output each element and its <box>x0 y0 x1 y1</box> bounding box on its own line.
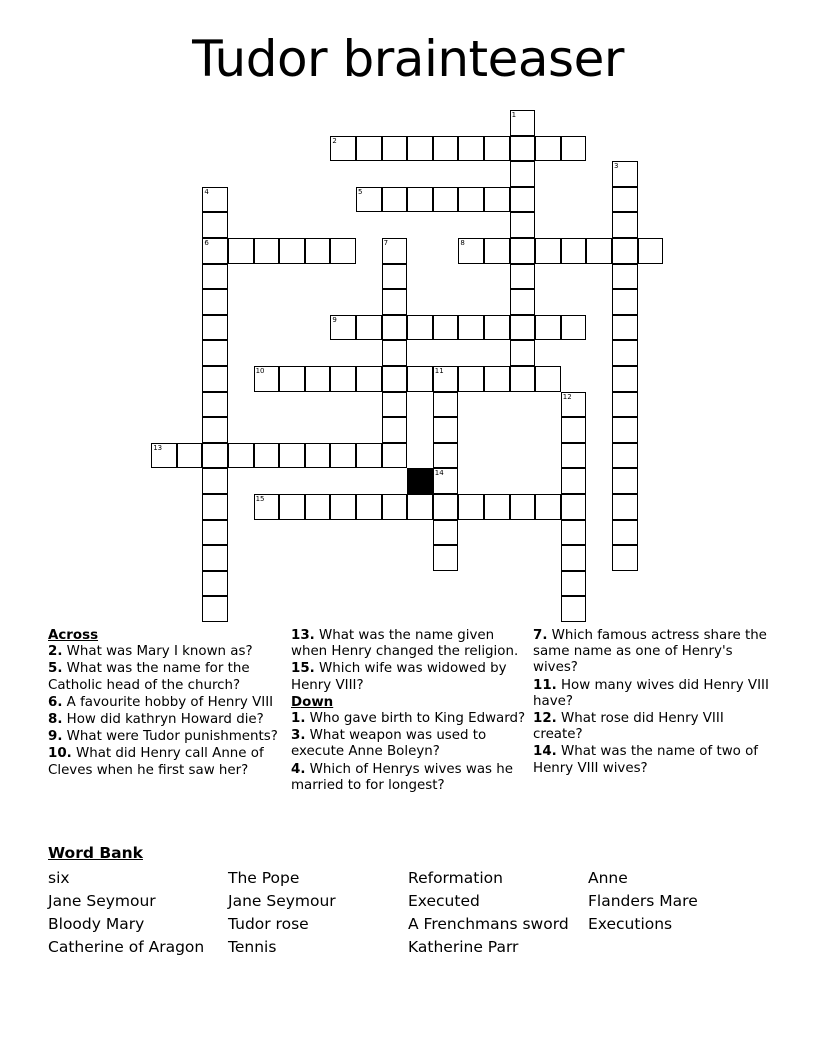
clue-number: 11. <box>533 677 557 693</box>
grid-cell[interactable] <box>305 238 331 264</box>
grid-cell[interactable] <box>330 366 356 392</box>
word-bank-item: Reformation <box>408 869 503 887</box>
grid-cell[interactable] <box>612 289 638 315</box>
clue-text: Who gave birth to King Edward? <box>305 711 526 727</box>
grid-cell[interactable] <box>638 238 664 264</box>
grid-cell[interactable] <box>612 392 638 418</box>
grid-cell[interactable] <box>510 187 536 213</box>
clue-number: 13 <box>153 443 163 452</box>
clue <box>291 628 529 660</box>
word-bank-item: A Frenchmans sword <box>408 915 569 933</box>
clue-number: 15. <box>291 661 315 677</box>
grid-cell[interactable] <box>510 289 536 315</box>
grid-cell[interactable] <box>510 110 536 136</box>
clue <box>48 746 286 778</box>
clue-text: How many wives did Henry VIII have? <box>533 677 769 709</box>
clue-number: 2. <box>48 644 63 660</box>
clue-number: 12. <box>533 711 557 727</box>
grid-cell[interactable] <box>433 315 459 341</box>
clue-text: Which of Henrys wives was he married to for longest? <box>291 761 514 793</box>
down-heading: Down <box>291 694 334 710</box>
grid-cell[interactable] <box>202 494 228 520</box>
clue <box>291 762 529 794</box>
grid-cell[interactable] <box>612 443 638 469</box>
grid-cell[interactable] <box>202 264 228 290</box>
clue-number: 15 <box>255 495 265 503</box>
grid-cell[interactable] <box>561 596 587 622</box>
grid-cell[interactable] <box>356 366 382 392</box>
clue-number: 8 <box>460 239 465 247</box>
grid-cell[interactable] <box>510 340 536 366</box>
word-bank-item: six <box>48 869 70 887</box>
grid-cell[interactable] <box>510 212 536 238</box>
clue-column-3 <box>533 628 771 778</box>
grid-cell[interactable] <box>561 443 587 469</box>
grid-cell[interactable] <box>279 443 305 469</box>
grid-cell[interactable] <box>612 520 638 546</box>
grid-cell[interactable] <box>202 392 228 418</box>
grid-cell[interactable] <box>612 187 638 213</box>
grid-cell[interactable] <box>407 187 433 213</box>
clue-number: 7. <box>533 628 548 643</box>
clue-column-1 <box>48 628 286 780</box>
grid-cell[interactable] <box>612 315 638 341</box>
clue <box>533 744 771 776</box>
grid-cell[interactable] <box>433 468 459 494</box>
grid-cell[interactable] <box>382 443 408 469</box>
clue-number: 14 <box>434 469 444 478</box>
grid-cell[interactable] <box>458 238 484 264</box>
grid-cell[interactable] <box>433 187 459 213</box>
word-bank-item: The Pope <box>228 869 300 887</box>
grid-cell[interactable] <box>535 238 561 264</box>
clue-number: 5 <box>358 187 363 196</box>
grid-cell[interactable] <box>279 366 305 392</box>
clue <box>48 661 286 693</box>
grid-cell[interactable] <box>254 238 280 264</box>
grid-cell[interactable] <box>305 494 331 520</box>
grid-cell[interactable] <box>382 238 408 264</box>
grid-cell[interactable] <box>407 366 433 392</box>
clue-number: 6. <box>48 694 63 710</box>
grid-cell[interactable] <box>612 238 638 264</box>
clue-column-2 <box>291 628 529 795</box>
grid-cell[interactable] <box>612 366 638 392</box>
clue-number: 4. <box>291 761 306 777</box>
clue-number: 11 <box>434 367 444 375</box>
grid-cell[interactable] <box>279 494 305 520</box>
grid-cell[interactable] <box>356 315 382 341</box>
clue-number: 2 <box>332 136 337 145</box>
grid-cell[interactable] <box>484 238 510 264</box>
grid-cell[interactable] <box>202 417 228 443</box>
grid-cell[interactable] <box>382 392 408 418</box>
word-bank-item: Executed <box>408 892 480 910</box>
grid-cell[interactable] <box>382 187 408 213</box>
clue-number: 9. <box>48 729 63 745</box>
clue-number: 5. <box>48 661 63 677</box>
grid-cell[interactable] <box>561 392 587 418</box>
grid-cell[interactable] <box>612 494 638 520</box>
grid-cell[interactable] <box>458 494 484 520</box>
grid-cell[interactable] <box>612 545 638 571</box>
word-bank-item: Flanders Mare <box>588 892 698 910</box>
word-bank-item: Executions <box>588 915 673 933</box>
grid-cell[interactable] <box>612 417 638 443</box>
grid-cell[interactable] <box>510 264 536 290</box>
clue <box>48 644 286 660</box>
grid-cell[interactable] <box>561 315 587 341</box>
clue-number: 3 <box>614 162 619 171</box>
clue-text: Which wife was widowed by Henry VIII? <box>291 661 507 693</box>
grid-cell[interactable] <box>561 417 587 443</box>
grid-cell[interactable] <box>382 417 408 443</box>
grid-cell[interactable] <box>433 545 459 571</box>
black-cell <box>407 468 433 494</box>
grid-cell[interactable] <box>433 366 459 392</box>
clue <box>533 628 771 677</box>
word-bank-item: Katherine Parr <box>408 938 519 956</box>
grid-cell[interactable] <box>202 340 228 366</box>
grid-cell[interactable] <box>535 494 561 520</box>
word-bank-item: Tudor rose <box>228 915 309 933</box>
grid-cell[interactable] <box>561 468 587 494</box>
grid-cell[interactable] <box>202 571 228 597</box>
clue-text: What was the name of two of Henry VIII wives? <box>533 744 759 776</box>
across-heading: Across <box>48 628 99 643</box>
grid-cell[interactable] <box>535 366 561 392</box>
clue <box>291 728 529 760</box>
grid-cell[interactable] <box>561 571 587 597</box>
clue-number: 13. <box>291 628 315 643</box>
grid-cell[interactable] <box>535 315 561 341</box>
clue-number: 1 <box>511 111 517 119</box>
grid-cell[interactable] <box>202 238 228 264</box>
word-bank-item: Catherine of Aragon <box>48 938 205 956</box>
grid-cell[interactable] <box>612 264 638 290</box>
grid-cell[interactable] <box>151 443 177 469</box>
clue-text: What was the name given when Henry changed the religion. <box>291 628 519 660</box>
grid-cell[interactable] <box>202 289 228 315</box>
clue-number: 10. <box>48 746 72 762</box>
grid-cell[interactable] <box>202 212 228 238</box>
grid-cell[interactable] <box>330 443 356 469</box>
grid-cell[interactable] <box>202 520 228 546</box>
page-title: Tudor brainteaser <box>192 30 624 88</box>
clue-text: What were Tudor punishments? <box>62 729 278 745</box>
clue-text: What rose did Henry VIII create? <box>533 711 724 743</box>
grid-cell[interactable] <box>330 136 356 162</box>
grid-cell[interactable] <box>433 392 459 418</box>
grid-cell[interactable] <box>330 494 356 520</box>
grid-cell[interactable] <box>177 443 203 469</box>
clue <box>291 711 529 727</box>
grid-cell[interactable] <box>612 468 638 494</box>
grid-cell[interactable] <box>484 366 510 392</box>
clue-text: A favourite hobby of Henry VIII <box>62 694 274 710</box>
grid-cell[interactable] <box>228 443 254 469</box>
grid-cell[interactable] <box>202 545 228 571</box>
grid-cell[interactable] <box>612 161 638 187</box>
grid-cell[interactable] <box>356 494 382 520</box>
clue-number: 8. <box>48 712 63 728</box>
clue-text: What was the name for the Catholic head of the church? <box>48 661 250 693</box>
clue-text: What weapon was used to execute Anne Boleyn? <box>291 728 487 760</box>
grid-cell[interactable] <box>510 494 536 520</box>
grid-cell[interactable] <box>356 136 382 162</box>
clue-text: How did kathryn Howard die? <box>62 712 264 728</box>
clue-number: 9 <box>332 315 337 324</box>
grid-cell[interactable] <box>407 136 433 162</box>
grid-cell[interactable] <box>279 238 305 264</box>
grid-cell[interactable] <box>458 187 484 213</box>
word-bank-item: Jane Seymour <box>228 892 336 910</box>
clue-number: 7 <box>383 239 389 247</box>
grid-cell[interactable] <box>202 187 228 213</box>
grid-cell[interactable] <box>484 187 510 213</box>
grid-cell[interactable] <box>254 494 280 520</box>
grid-cell[interactable] <box>510 161 536 187</box>
grid-cell[interactable] <box>458 366 484 392</box>
clue-number: 6 <box>204 239 209 247</box>
grid-cell[interactable] <box>228 238 254 264</box>
clue <box>291 661 529 693</box>
grid-cell[interactable] <box>382 289 408 315</box>
grid-cell[interactable] <box>254 366 280 392</box>
grid-cell[interactable] <box>202 596 228 622</box>
clue-number: 1. <box>291 711 306 727</box>
grid-cell[interactable] <box>202 366 228 392</box>
word-bank-item: Bloody Mary <box>48 915 145 933</box>
grid-cell[interactable] <box>510 366 536 392</box>
clue <box>48 729 286 745</box>
clue-text: What was Mary I known as? <box>62 644 253 660</box>
clue-number: 10 <box>255 367 265 375</box>
grid-cell[interactable] <box>382 494 408 520</box>
grid-cell[interactable] <box>202 468 228 494</box>
grid-cell[interactable] <box>561 136 587 162</box>
grid-cell[interactable] <box>305 443 331 469</box>
grid-cell[interactable] <box>510 238 536 264</box>
word-bank-title: Word Bank <box>48 844 143 862</box>
clue <box>533 711 771 743</box>
grid-cell[interactable] <box>586 238 612 264</box>
grid-cell[interactable] <box>407 315 433 341</box>
grid-cell[interactable] <box>433 520 459 546</box>
clue-number: 14. <box>533 744 557 760</box>
grid-cell[interactable] <box>202 315 228 341</box>
grid-cell[interactable] <box>330 238 356 264</box>
grid-cell[interactable] <box>433 136 459 162</box>
grid-cell[interactable] <box>535 136 561 162</box>
grid-cell[interactable] <box>484 494 510 520</box>
grid-cell[interactable] <box>484 136 510 162</box>
grid-cell[interactable] <box>433 417 459 443</box>
grid-cell[interactable] <box>305 366 331 392</box>
grid-cell[interactable] <box>382 315 408 341</box>
grid-cell[interactable] <box>254 443 280 469</box>
grid-cell[interactable] <box>433 443 459 469</box>
grid-cell[interactable] <box>458 136 484 162</box>
grid-cell[interactable] <box>202 443 228 469</box>
word-bank-item: Anne <box>588 869 628 887</box>
grid-cell[interactable] <box>561 520 587 546</box>
grid-cell[interactable] <box>356 443 382 469</box>
grid-cell[interactable] <box>382 366 408 392</box>
grid-cell[interactable] <box>330 315 356 341</box>
grid-cell[interactable] <box>407 494 433 520</box>
clue-text: Which famous actress share the same name as one of Henry's wives? <box>533 628 767 676</box>
clue-text: What did Henry call Anne of Cleves when he first saw her? <box>48 746 264 778</box>
grid-cell[interactable] <box>510 136 536 162</box>
grid-cell[interactable] <box>612 340 638 366</box>
word-bank-item: Jane Seymour <box>48 892 156 910</box>
clue-number: 12 <box>562 392 572 401</box>
clue <box>48 712 286 728</box>
clue-number: 4 <box>204 187 209 196</box>
grid-cell[interactable] <box>510 315 536 341</box>
grid-cell[interactable] <box>561 494 587 520</box>
grid-cell[interactable] <box>382 264 408 290</box>
clue <box>48 695 286 711</box>
grid-cell[interactable] <box>382 340 408 366</box>
grid-cell[interactable] <box>484 315 510 341</box>
grid-cell[interactable] <box>561 545 587 571</box>
grid-cell[interactable] <box>433 494 459 520</box>
grid-cell[interactable] <box>382 136 408 162</box>
grid-cell[interactable] <box>612 212 638 238</box>
word-bank-item: Tennis <box>228 938 277 956</box>
grid-cell[interactable] <box>561 238 587 264</box>
grid-cell[interactable] <box>356 187 382 213</box>
grid-cell[interactable] <box>458 315 484 341</box>
clue <box>533 678 771 710</box>
clue-number: 3. <box>291 728 306 744</box>
